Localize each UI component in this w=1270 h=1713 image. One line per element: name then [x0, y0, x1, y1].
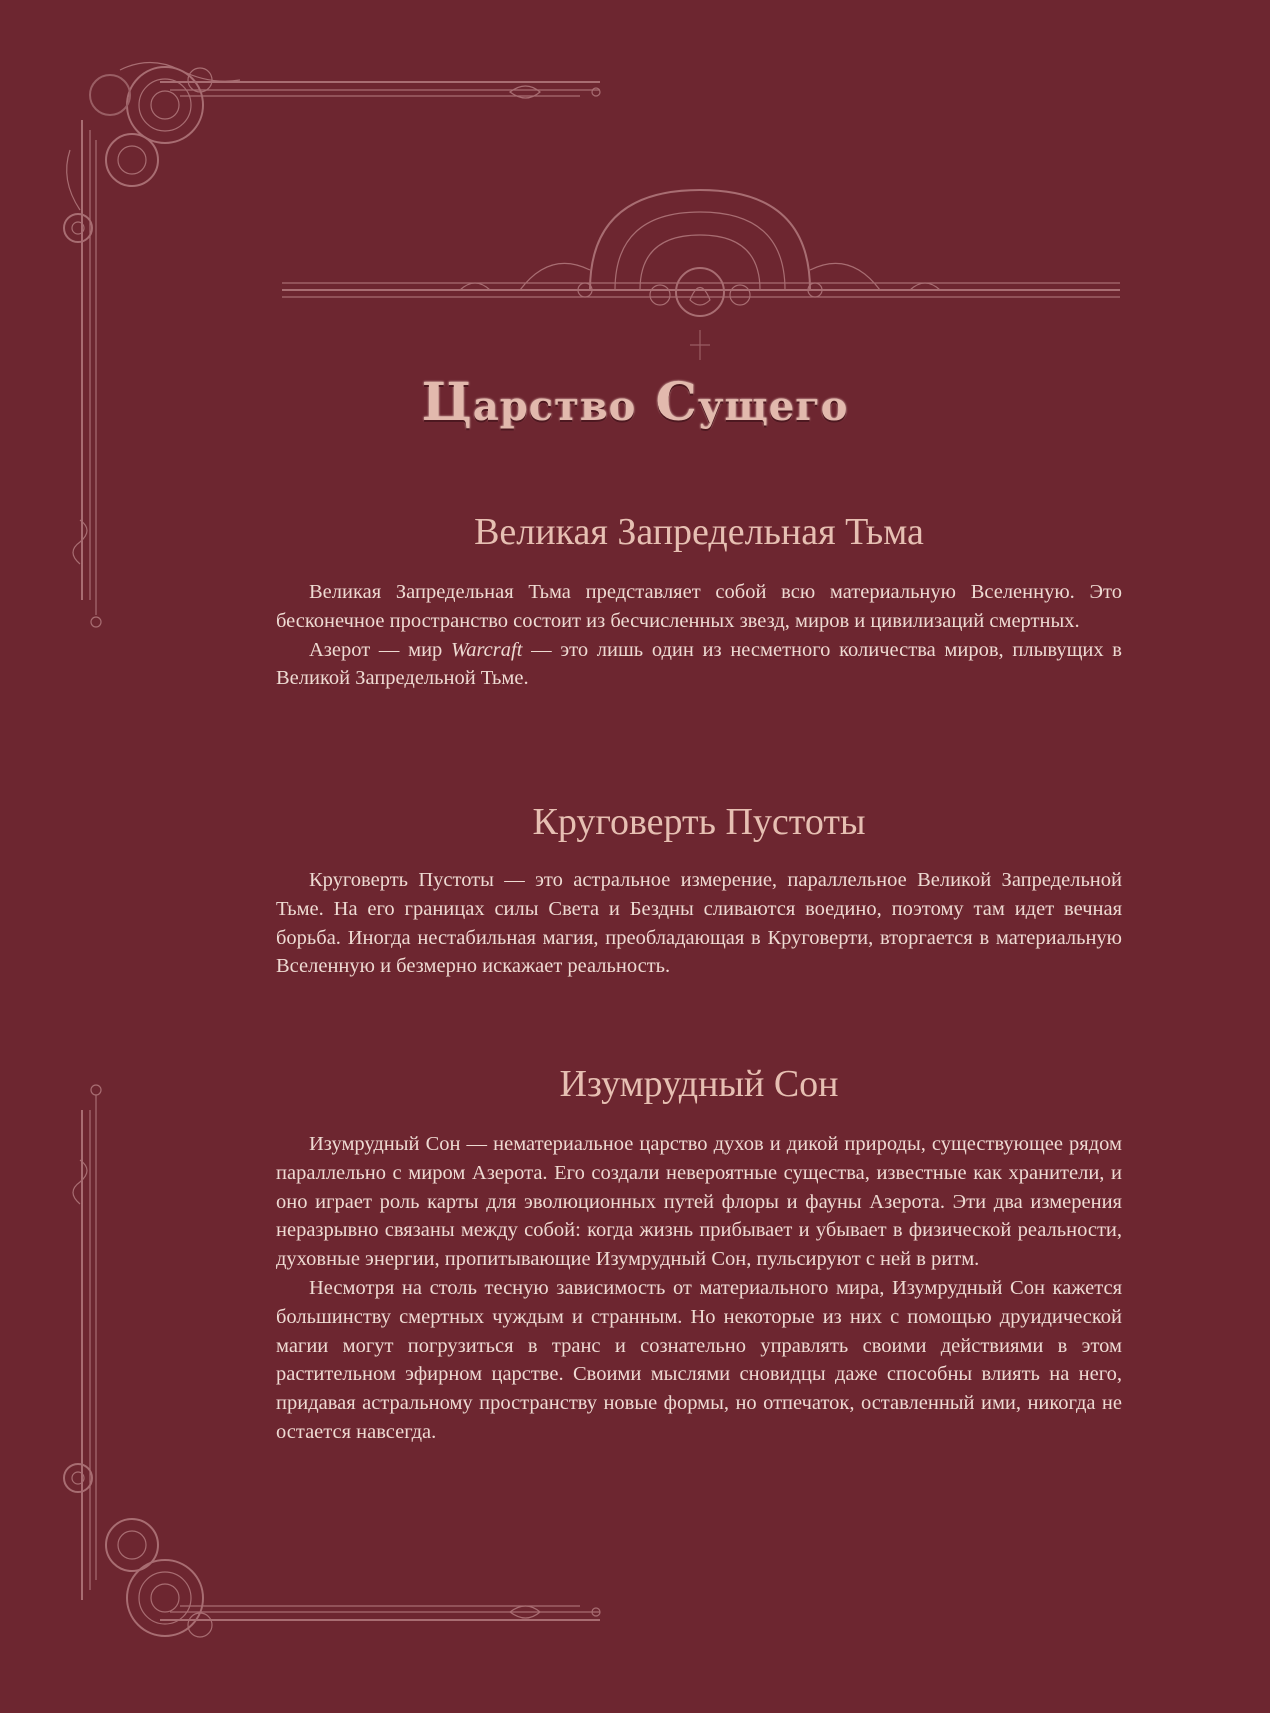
section-heading: Изумрудный Сон: [559, 1063, 839, 1105]
section-heading: Великая Запредельная Тьма: [474, 511, 924, 553]
title-second-letter: С: [655, 372, 698, 433]
section-body: [276, 578, 1122, 693]
paragraph: Великая Запредельная Тьма представляет собой всю материальную Вселенную. Это бесконечное пространство состоит из бесчисленных звезд, миров и цивилизаций смертных.: [276, 581, 1122, 632]
section-body: [276, 866, 1122, 981]
paragraph: Несмотря на столь тесную зависимость от материального мира, Изумрудный Сон кажется большинству смертных чуждым и странным. Но некоторые из них с помощью друидической магии могут погрузиться в транс и сознательно управлять своими действиями в этом растительном эфирном царстве. Своими мыслями сновидцы даже способны влиять на него, придавая астральному пространству новые формы, но отпечаток, оставленный ими, никогда не остается навсегда.: [276, 1276, 1122, 1443]
paragraph-text: Азерот — мир: [309, 638, 452, 661]
title-second-word-rest: ущего: [697, 383, 849, 430]
central-crest-ornament-icon: [282, 190, 1120, 360]
paragraph: [276, 636, 1122, 694]
title-first-word-rest: арство: [472, 383, 637, 430]
page-title: [0, 372, 1270, 433]
section-heading: Круговерть Пустоты: [532, 801, 866, 843]
section-body: [276, 1130, 1122, 1447]
paragraph: Изумрудный Сон — нематериальное царство духов и дикой природы, существующее рядом параллельно с миром Азерота. Его создали невероятные существа, известные как хранители, и оно играет роль карты для эволюционных путей флоры и фауны Азерота. Эти два измерения неразрывно связаны между собой: когда жизнь прибывает и убывает в физической реальности, духовные энергии, пропитывающие Изумрудный Сон, пульсируют с ней в ритм.: [276, 1133, 1122, 1271]
title-first-letter: Ц: [421, 372, 473, 433]
paragraph-text: — это лишь один из несметного количества миров, плывущих в Великой Запредельной Тьме.: [276, 638, 1122, 690]
emphasis-text: Warcraft: [451, 638, 523, 661]
paragraph: Круговерть Пустоты — это астральное измерение, параллельное Великой Запредельной Тьме. На его границах силы Света и Бездны сливаются воедино, поэтому там идет вечная борьба. Иногда нестабильная магия, преобладающая в Круговерти, вторгается в материальную Вселенную и безмерно искажает реальность.: [276, 869, 1122, 978]
